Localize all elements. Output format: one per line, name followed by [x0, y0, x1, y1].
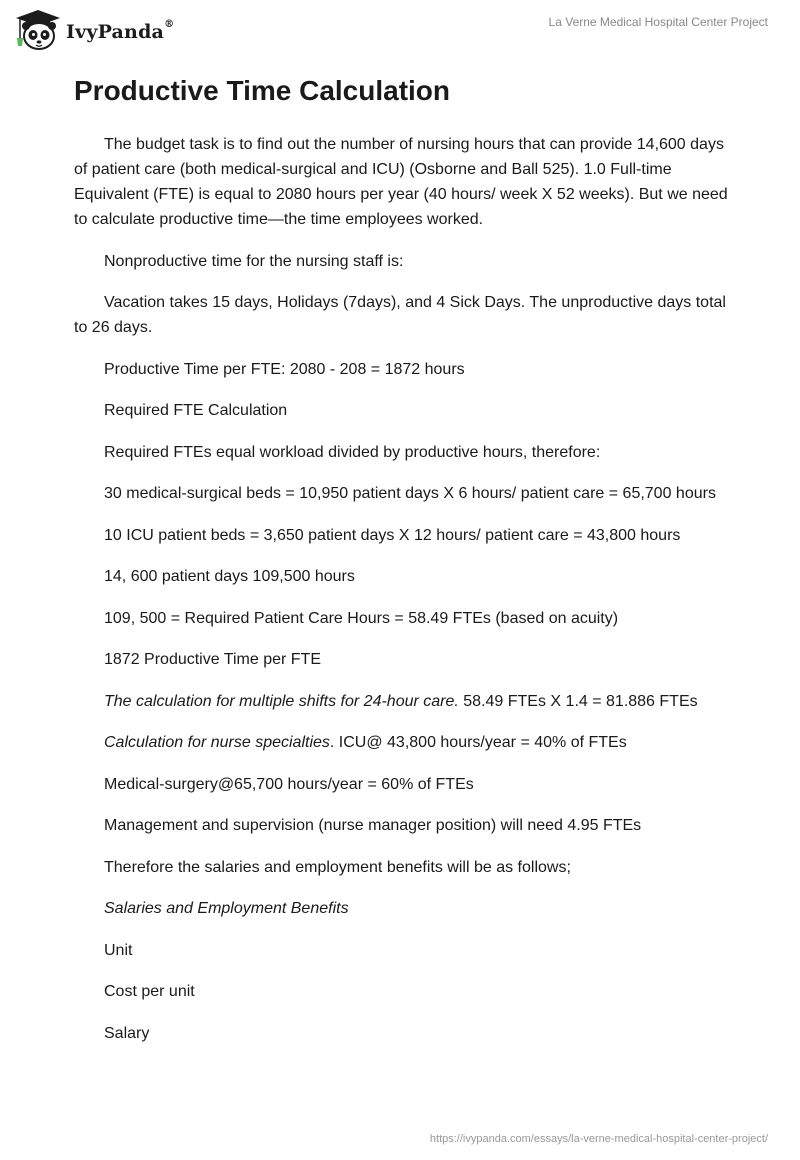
paragraph-text: The budget task is to find out the number of nursing hours that can provide 14,600 days of patient care (both medical-surgical and ICU) (Osborne and Ball 525). 1.0 Full-time Equivalent (FTE) is equal to 2080 hours per year (40 hours/ week X 52 weeks). But we need to calculate productive time—the time employees worked.	[74, 136, 728, 228]
paragraph-text: Required FTEs equal workload divided by productive hours, therefore:	[104, 443, 601, 461]
body-paragraph	[74, 938, 729, 963]
paragraph-text: 30 medical-surgical beds = 10,950 patient days X 6 hours/ patient care = 65,700 hours	[104, 485, 716, 502]
body-paragraph	[74, 132, 729, 232]
body-paragraph	[74, 481, 729, 506]
paragraph-text: 10 ICU patient beds = 3,650 patient days X 12 hours/ patient care = 43,800 hours	[104, 526, 681, 544]
paragraph-text: Unit	[104, 941, 133, 959]
paragraph-text: Cost per unit	[104, 983, 195, 1000]
body-paragraph	[74, 357, 729, 382]
body-paragraph	[74, 290, 729, 340]
body-paragraph	[74, 772, 729, 797]
body-paragraph	[74, 689, 729, 714]
paragraph-text: Management and supervision (nurse manager position) will need 4.95 FTEs	[104, 817, 642, 834]
body-paragraph	[74, 398, 729, 423]
footer-url[interactable]: https://ivypanda.com/essays/la-verne-medical-hospital-center-project/	[429, 1133, 768, 1145]
body-paragraph	[74, 249, 729, 274]
body-paragraph	[74, 979, 729, 1004]
body-paragraph	[74, 730, 729, 755]
italic-phrase: Calculation for nurse specialties	[104, 734, 330, 751]
body-paragraph	[74, 440, 729, 465]
paragraph-text: Medical-surgery@65,700 hours/year = 60% of FTEs	[104, 775, 474, 793]
body-paragraph	[74, 855, 729, 880]
paragraph-text: . ICU@ 43,800 hours/year = 40% of FTEs	[329, 734, 627, 751]
essay-body	[74, 132, 729, 1062]
paragraph-text: 58.49 FTEs X 1.4 = 81.886 FTEs	[458, 692, 698, 710]
panda-graduate-icon	[14, 8, 62, 52]
ivypanda-logo[interactable]	[14, 8, 174, 52]
body-paragraph	[74, 896, 729, 921]
logo-name: IvyPanda	[66, 21, 165, 43]
italic-phrase: The calculation for multiple shifts for 24-hour care.	[104, 692, 459, 710]
paragraph-text: 1872 Productive Time per FTE	[104, 651, 321, 668]
paragraph-text: 14, 600 patient days 109,500 hours	[104, 568, 355, 585]
body-paragraph	[74, 564, 729, 589]
italic-phrase: Salaries and Employment Benefits	[104, 900, 349, 917]
paragraph-text: 109, 500 = Required Patient Care Hours = 58.49 FTEs (based on acuity)	[104, 609, 619, 627]
logo-wordmark	[66, 21, 174, 43]
paragraph-text: Therefore the salaries and employment benefits will be as follows;	[104, 858, 571, 876]
paragraph-text: Required FTE Calculation	[104, 402, 288, 419]
paragraph-text: Salary	[104, 1024, 150, 1042]
body-paragraph	[74, 523, 729, 548]
paragraph-text: Productive Time per FTE: 2080 - 208 = 1872 hours	[104, 360, 465, 378]
paragraph-text: Nonproductive time for the nursing staff is:	[104, 252, 404, 270]
body-paragraph	[74, 647, 729, 672]
body-paragraph	[74, 813, 729, 838]
page-header	[0, 0, 800, 60]
registered-mark: ®	[164, 19, 175, 30]
body-paragraph	[74, 606, 729, 631]
document-title: La Verne Medical Hospital Center Project	[548, 15, 768, 29]
body-paragraph	[74, 1021, 729, 1046]
page-title: Productive Time Calculation	[74, 75, 451, 106]
paragraph-text: Vacation takes 15 days, Holidays (7days), and 4 Sick Days. The unproductive days total to 26 days.	[74, 294, 726, 336]
